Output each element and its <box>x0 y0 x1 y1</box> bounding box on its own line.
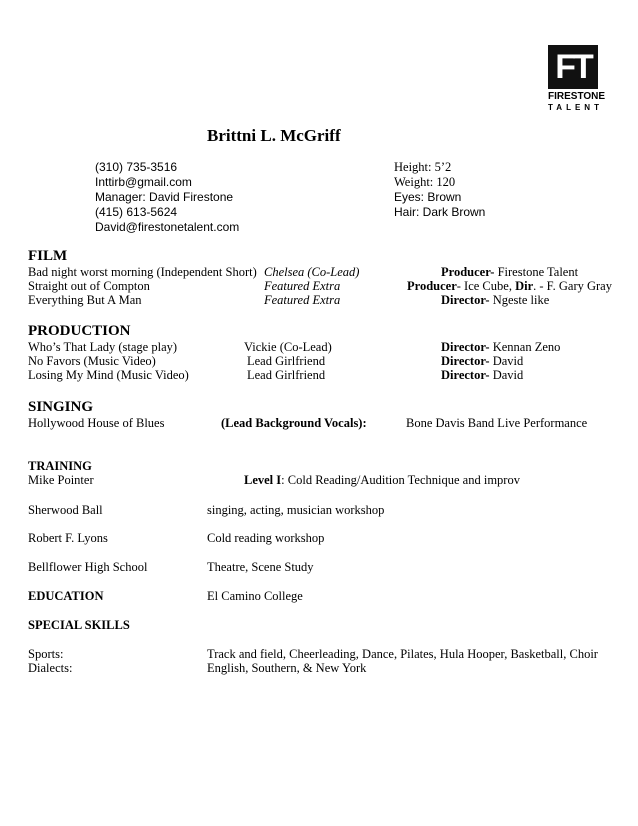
training-desc: Theatre, Scene Study <box>207 560 314 574</box>
sports-label: Sports: <box>28 647 64 661</box>
film-role: Chelsea (Co-Lead) <box>264 265 360 279</box>
stat-eyes: Eyes: Brown <box>394 190 462 204</box>
actor-name: Brittni L. McGriff <box>207 126 341 145</box>
education-heading: EDUCATION <box>28 589 104 603</box>
singing-venue: Hollywood House of Blues <box>28 416 165 430</box>
training-heading: TRAINING <box>28 459 92 473</box>
production-credit: Director- David <box>441 354 524 368</box>
firestone-talent-logo <box>548 45 606 117</box>
manager-email: David@firestonetalent.com <box>95 220 240 234</box>
training-desc: singing, acting, musician workshop <box>207 503 385 517</box>
production-title: Losing My Mind (Music Video) <box>28 368 189 382</box>
film-heading: FILM <box>28 248 68 264</box>
sports-value: Track and field, Cheerleading, Dance, Pilates, Hula Hooper, Basketball, Choir <box>207 647 598 661</box>
training-desc: Cold reading workshop <box>207 531 325 545</box>
production-credit: Director- Kennan Zeno <box>441 340 561 354</box>
phone: (310) 735-3516 <box>95 160 178 174</box>
stat-weight: Weight: 120 <box>394 175 456 189</box>
logo-line-1: FIRESTONE <box>548 91 606 102</box>
film-credit: Director- Ngeste like <box>441 293 550 307</box>
email: Inttirb@gmail.com <box>95 175 192 189</box>
film-credit: Producer- Ice Cube, Dir. - F. Gary Gray <box>407 279 612 293</box>
production-heading: PRODUCTION <box>28 323 131 339</box>
special-skills-heading: SPECIAL SKILLS <box>28 618 130 632</box>
training-desc: Level I: Cold Reading/Audition Technique and improv <box>244 473 520 487</box>
education-value: El Camino College <box>207 589 303 603</box>
training-name: Robert F. Lyons <box>28 531 108 545</box>
singing-event: Bone Davis Band Live Performance <box>406 416 588 430</box>
logo-mark: FT <box>548 45 598 89</box>
production-role: Lead Girlfriend <box>247 368 326 382</box>
training-name: Sherwood Ball <box>28 503 103 517</box>
production-title: No Favors (Music Video) <box>28 354 156 368</box>
film-title: Everything But A Man <box>28 293 142 307</box>
production-credit: Director- David <box>441 368 524 382</box>
film-role: Featured Extra <box>264 279 341 293</box>
film-role: Featured Extra <box>264 293 341 307</box>
logo-line-2: TALENT <box>548 103 603 112</box>
stat-hair: Hair: Dark Brown <box>394 205 486 219</box>
manager: Manager: David Firestone <box>95 190 234 204</box>
film-title: Straight out of Compton <box>28 279 150 293</box>
dialects-label: Dialects: <box>28 661 73 675</box>
training-name: Mike Pointer <box>28 473 94 487</box>
stat-height: Height: 5’2 <box>394 160 452 174</box>
production-title: Who’s That Lady (stage play) <box>28 340 178 354</box>
production-role: Vickie (Co-Lead) <box>244 340 332 354</box>
training-name: Bellflower High School <box>28 560 148 574</box>
film-title: Bad night worst morning (Independent Short) <box>28 265 257 279</box>
singing-heading: SINGING <box>28 399 94 415</box>
dialects-value: English, Southern, & New York <box>207 661 367 675</box>
manager-phone: (415) 613-5624 <box>95 205 178 219</box>
production-role: Lead Girlfriend <box>247 354 326 368</box>
singing-role: (Lead Background Vocals): <box>221 416 367 430</box>
film-credit: Producer- Firestone Talent <box>441 265 579 279</box>
